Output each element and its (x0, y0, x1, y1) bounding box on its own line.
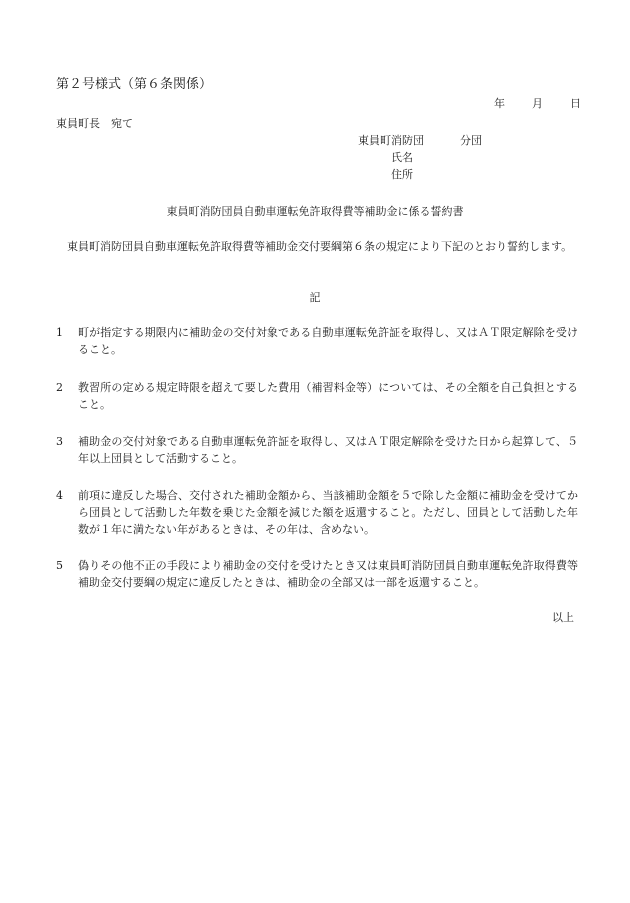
intro-paragraph: 東員町消防団員自動車運転免許取得費等補助金交付要綱第６条の規定により下記のとおり誓約します。 (67, 240, 573, 253)
item-number: 1 (56, 326, 63, 339)
document-title: 東員町消防団員自動車運転免許取得費等補助金に係る誓約書 (166, 205, 464, 218)
item-text: 偽りその他不正の手段により補助金の交付を受けたとき又は東員町消防団員自動車運転免許取得費等補助金交付要綱の規定に違反したときは、補助金の全部又は一部を返還すること。 (78, 559, 578, 589)
ki-heading: 記 (309, 291, 321, 304)
date-day-label: 日 (570, 97, 581, 110)
item-text: 教習所の定める規定時限を超えて要した費用（補習料金等）については、その全額を自己負担とすること。 (78, 381, 578, 411)
pledge-item (56, 487, 578, 538)
closing-mark: 以上 (552, 611, 574, 624)
item-text: 補助金の交付対象である自動車運転免許証を取得し、又はＡＴ限定解除を受けた日から起算して、５年以上団員として活動すること。 (78, 435, 578, 465)
form-label: 第２号様式（第６条関係） (56, 77, 213, 92)
item-text: 前項に違反した場合、交付された補助金額から、当該補助金額を５で除した金額に補助金を受けてから団員として活動した年数を乗じた金額を減じた額を返還すること。ただし、団員として活動した年数が１年に満たない年があるときは、その年は、含めない。 (78, 489, 578, 536)
date-month-label: 月 (532, 97, 543, 110)
item-text: 町が指定する期限内に補助金の交付対象である自動車運転免許証を取得し、又はＡＴ限定解除を受けること。 (78, 326, 578, 356)
branch-label: 分団 (460, 134, 482, 147)
date-year-label: 年 (494, 97, 505, 110)
item-number: 2 (56, 381, 63, 394)
pledge-item (56, 324, 578, 358)
pledge-item (56, 379, 578, 413)
address-label: 住所 (391, 168, 413, 181)
item-number: 5 (56, 559, 63, 572)
name-label: 氏名 (391, 151, 413, 164)
addressee: 東員町長 宛て (56, 117, 133, 130)
organization-name: 東員町消防団 (358, 134, 424, 147)
organization-line (358, 135, 482, 146)
item-number: 4 (56, 489, 63, 502)
pledge-item (56, 433, 578, 467)
pledge-item (56, 557, 578, 591)
item-number: 3 (56, 435, 63, 448)
date-line (494, 98, 581, 109)
